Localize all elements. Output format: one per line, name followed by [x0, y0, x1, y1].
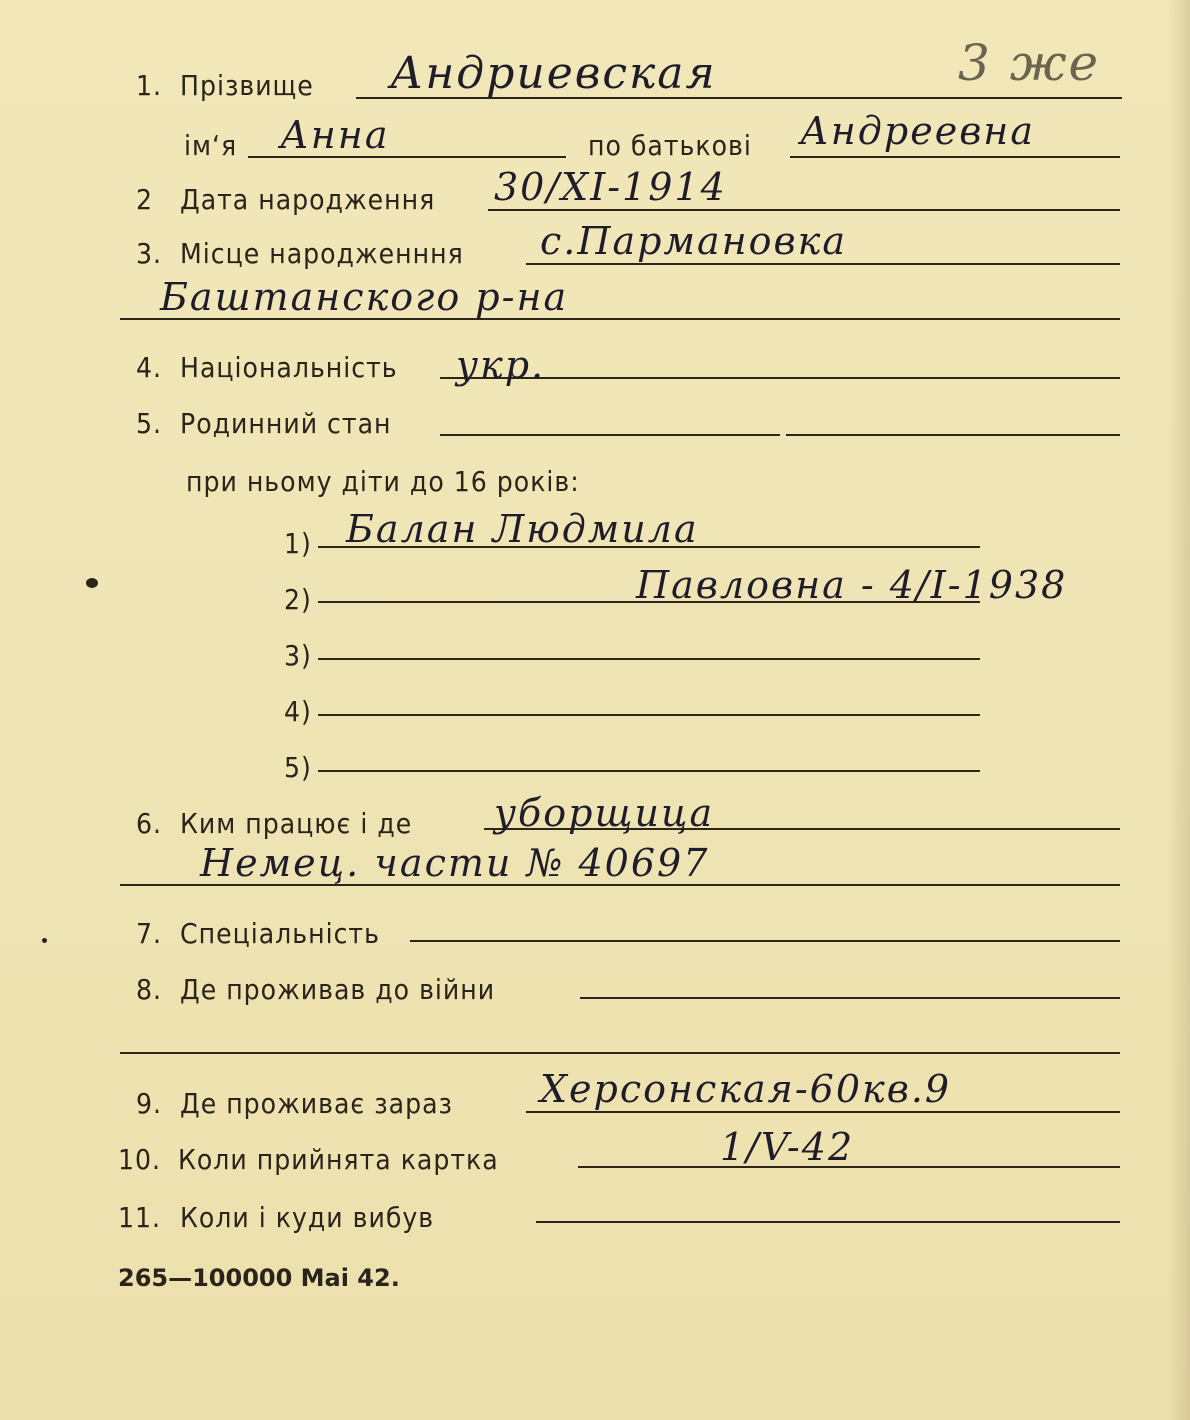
field-10-number: 10.: [118, 1143, 162, 1176]
specialty-line: [410, 940, 1120, 942]
field-11-number: 11.: [118, 1201, 162, 1234]
current-residence-label: Де проживає зараз: [180, 1087, 453, 1120]
birthplace-line-1: [526, 263, 1120, 265]
field-5-number: 5.: [136, 407, 163, 440]
child-4-line: [318, 714, 980, 716]
birthdate-label: Дата народження: [180, 183, 436, 216]
current-residence-line: [526, 1111, 1120, 1113]
marital-status-line-b: [786, 434, 1120, 436]
field-2-number: 2: [136, 183, 154, 216]
nationality-value: укр.: [456, 343, 546, 387]
print-code: 265—100000 Mai 42.: [118, 1264, 400, 1292]
field-1-number: 1.: [136, 69, 163, 102]
birthplace-label: Місце народженння: [180, 237, 464, 270]
field-6-number: 6.: [136, 807, 163, 840]
departure-label: Коли і куди вибув: [180, 1201, 435, 1234]
name-label: ім‘я: [184, 129, 238, 162]
child-3-line: [318, 658, 980, 660]
child-1-value: Балан Людмила: [346, 507, 699, 551]
field-8-number: 8.: [136, 973, 163, 1006]
birthdate-value: 30/XI-1914: [494, 165, 727, 209]
child-4-number: 4): [284, 695, 312, 728]
prewar-residence-label: Де проживав до війни: [180, 973, 496, 1006]
child-5-number: 5): [284, 751, 312, 784]
card-accepted-value: 1/V-42: [720, 1125, 855, 1169]
name-value: Анна: [280, 113, 390, 157]
field-9-number: 9.: [136, 1087, 163, 1120]
nationality-label: Національність: [180, 351, 398, 384]
surname-note: 3 же: [958, 34, 1101, 92]
birthplace-value-2: Баштанского р-на: [160, 275, 569, 319]
card-accepted-label: Коли прийнята картка: [178, 1143, 499, 1176]
surname-value: Андриевская: [390, 48, 717, 99]
patronymic-value: Андреевна: [800, 109, 1035, 153]
prewar-residence-line-1: [580, 997, 1120, 999]
child-5-line: [318, 770, 980, 772]
departure-line: [536, 1221, 1120, 1223]
field-4-number: 4.: [136, 351, 163, 384]
specialty-label: Спеціальність: [180, 917, 380, 950]
child-2-value: Павловна - 4/I-1938: [636, 563, 1068, 607]
current-residence-value: Херсонская-60кв.9: [540, 1067, 952, 1111]
child-1-number: 1): [284, 527, 312, 560]
prewar-residence-line-2: [120, 1052, 1120, 1054]
patronymic-line: [790, 156, 1120, 158]
marital-status-line-a: [440, 434, 780, 436]
patronymic-label: по батькові: [588, 129, 752, 162]
child-2-number: 2): [284, 583, 312, 616]
child-3-number: 3): [284, 639, 312, 672]
occupation-value-2: Немец. части № 40697: [200, 841, 710, 885]
paper-mark: [42, 938, 47, 943]
surname-label: Прізвище: [180, 69, 314, 102]
marital-status-label: Родинний стан: [180, 407, 392, 440]
field-3-number: 3.: [136, 237, 163, 270]
occupation-label: Ким працює і де: [180, 807, 413, 840]
birthplace-value-1: с.Пармановка: [540, 219, 848, 263]
birthdate-line: [488, 209, 1120, 211]
field-7-number: 7.: [136, 917, 163, 950]
occupation-value-1: уборщица: [494, 791, 715, 835]
paper-edge-shadow: [1168, 0, 1190, 1420]
paper-mark: [86, 578, 98, 588]
children-label: при ньому діти до 16 років:: [186, 465, 580, 498]
